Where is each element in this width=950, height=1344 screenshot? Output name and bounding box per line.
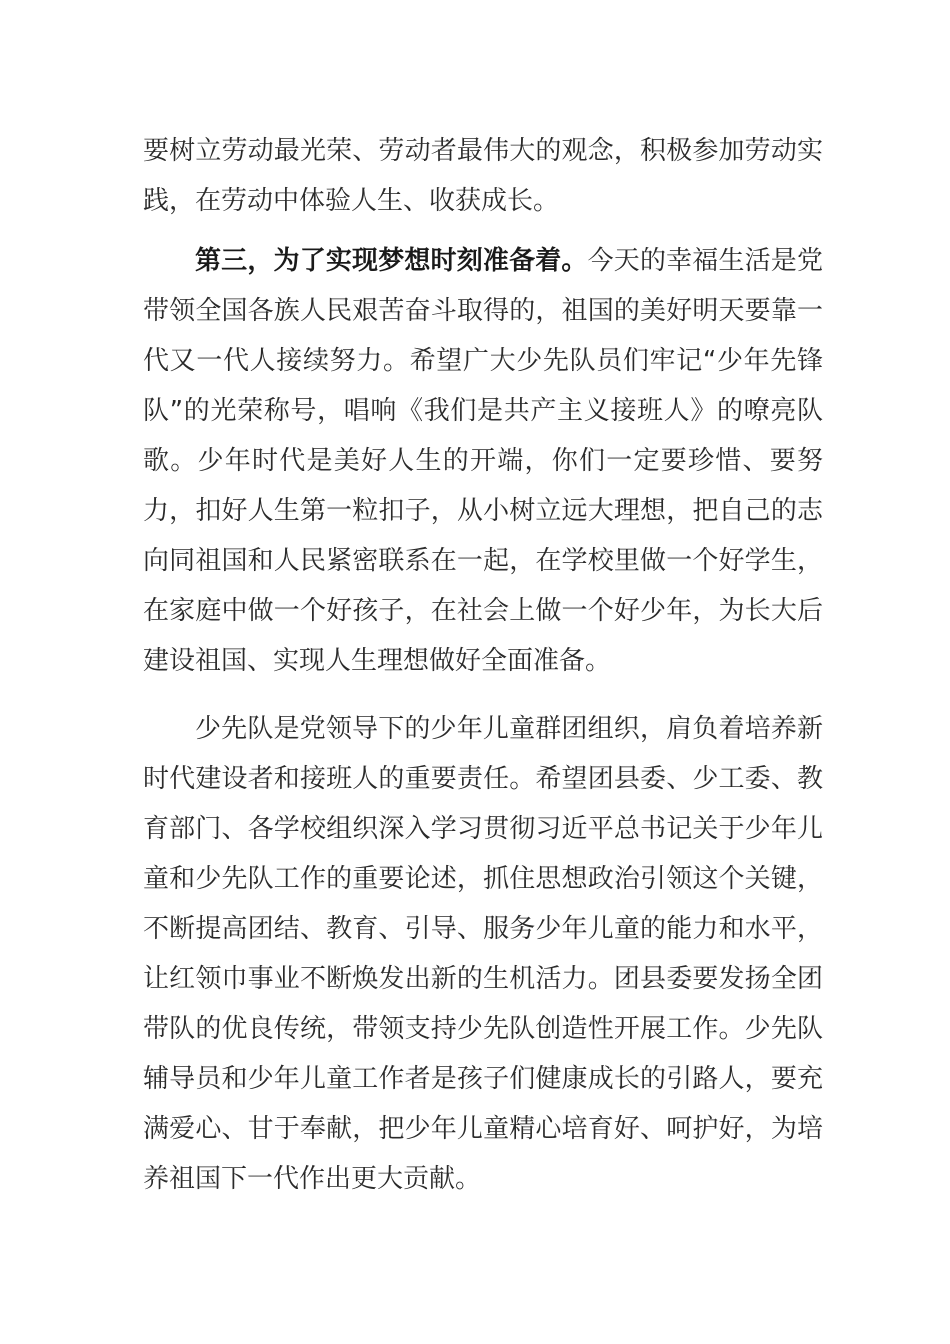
paragraph-1-text: 要树立劳动最光荣、劳动者最伟大的观念，积极参加劳动实践，在劳动中体验人生、收获成长。: [143, 136, 823, 216]
paragraph-2-text: 今天的幸福生活是党带领全国各族人民艰苦奋斗取得的，祖国的美好明天要靠一代又一代人接续努力。希望广大少先队员们牢记“少年先锋队”的光荣称号，唱响《我们是共产主义接班人》的嘹亮队歌。少年时代是美好人生的开端，你们一定要珍惜、要努力，扣好人生第一粒扣子，从小树立远大理想，把自己的志向同祖国和人民紧密联系在一起，在学校里做一个好学生，在家庭中做一个好孩子，在社会上做一个好少年，为长大后建设祖国、实现人生理想做好全面准备。: [143, 246, 823, 676]
paragraph-2-heading: 第三，为了实现梦想时刻准备着。: [195, 246, 588, 276]
paragraph-3: [143, 704, 823, 1204]
paragraph-2: [143, 236, 823, 686]
paragraph-1: [143, 126, 823, 226]
document-body: [143, 126, 823, 1204]
paragraph-3-text: 少先队是党领导下的少年儿童群团组织，肩负着培养新时代建设者和接班人的重要责任。希望团县委、少工委、教育部门、各学校组织深入学习贯彻习近平总书记关于少年儿童和少先队工作的重要论述，抓住思想政治引领这个关键，不断提高团结、教育、引导、服务少年儿童的能力和水平，让红领巾事业不断焕发出新的生机活力。团县委要发扬全团带队的优良传统，带领支持少先队创造性开展工作。少先队辅导员和少年儿童工作者是孩子们健康成长的引路人，要充满爱心、甘于奉献，把少年儿童精心培育好、呵护好，为培养祖国下一代作出更大贡献。: [143, 714, 823, 1194]
